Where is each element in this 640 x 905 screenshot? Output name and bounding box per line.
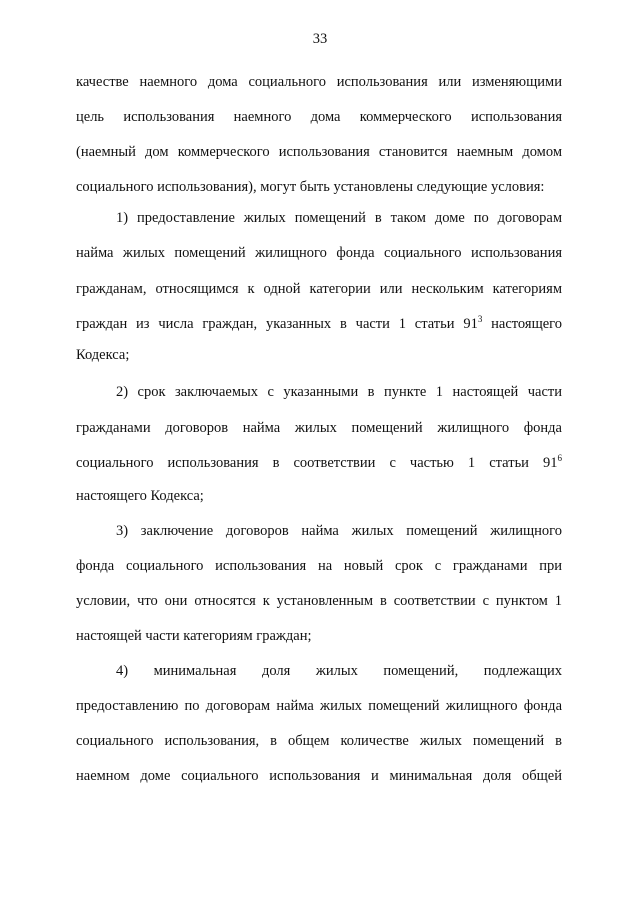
text-line: (наемный дом коммерческого использования становится наемным домом bbox=[76, 144, 562, 160]
list-item-3-line: 3) заключение договоров найма жилых помещений жилищного bbox=[116, 523, 562, 539]
list-item-1-line: 1) предоставление жилых помещений в таком доме по договорам bbox=[116, 210, 562, 226]
text-line: условии, что они относятся к установленным в соответствии с пунктом 1 bbox=[76, 593, 562, 609]
text-line: настоящего Кодекса; bbox=[76, 488, 204, 504]
list-item-4-line: 4) минимальная доля жилых помещений, подлежащих bbox=[116, 663, 562, 679]
text-line: наемном доме социального использования и минимальная доля общей bbox=[76, 768, 562, 784]
text-line: социального использования, в общем количестве жилых помещений в bbox=[76, 733, 562, 749]
text-line: настоящей части категориям граждан; bbox=[76, 628, 312, 644]
superscript: 6 bbox=[557, 453, 562, 463]
text-line: цель использования наемного дома коммерческого использования bbox=[76, 109, 562, 125]
text-line bbox=[76, 453, 562, 473]
text-line: качестве наемного дома социального использования или изменяющими bbox=[76, 74, 562, 90]
text-line: найма жилых помещений жилищного фонда социального использования bbox=[76, 245, 562, 261]
text-fragment: граждан из числа граждан, указанных в части 1 статьи 91 bbox=[76, 316, 478, 332]
text-line bbox=[76, 314, 562, 334]
text-fragment: настоящего bbox=[482, 316, 563, 332]
page-number: 33 bbox=[312, 31, 328, 47]
text-line: гражданам, относящимся к одной категории или нескольким категориям bbox=[76, 281, 562, 297]
text-line: фонда социального использования на новый срок с гражданами при bbox=[76, 558, 562, 574]
superscript: 3 bbox=[477, 314, 483, 324]
text-line: социального использования), могут быть установлены следующие условия: bbox=[76, 179, 545, 195]
text-line: Кодекса; bbox=[76, 347, 130, 363]
text-line: гражданами договоров найма жилых помещений жилищного фонда bbox=[76, 420, 562, 436]
list-item-2-line: 2) срок заключаемых с указанными в пункте 1 настоящей части bbox=[116, 384, 562, 400]
text-line: предоставлению по договорам найма жилых помещений жилищного фонда bbox=[76, 698, 562, 714]
text-fragment: социального использования в соответствии с частью 1 статьи 91 bbox=[76, 455, 558, 471]
